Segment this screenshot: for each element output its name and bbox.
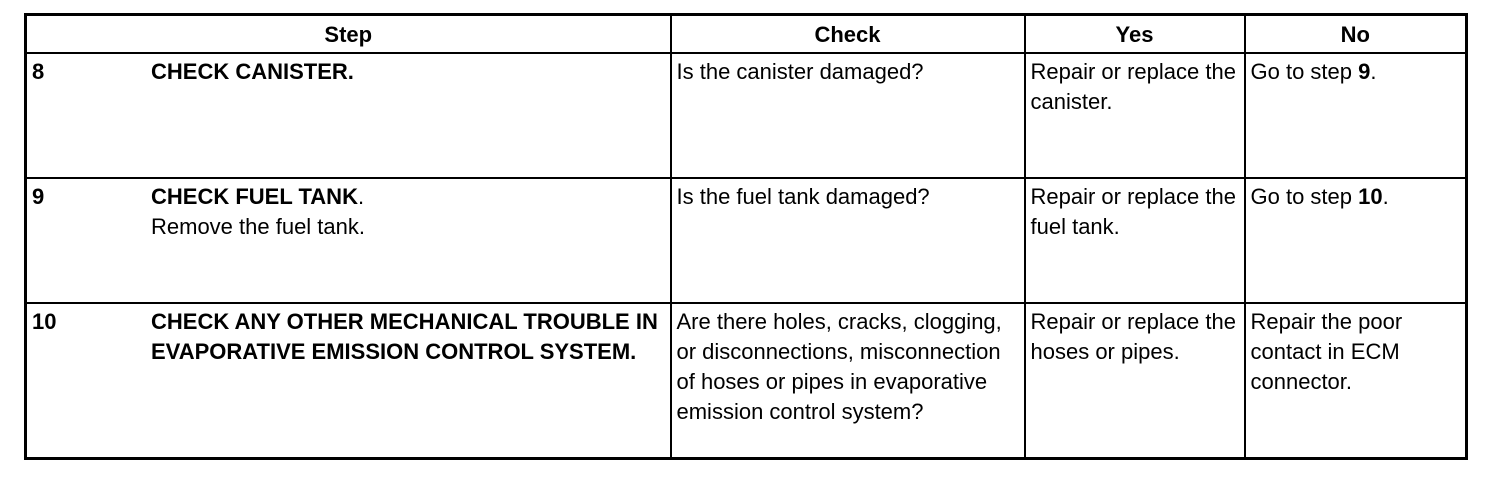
- check-cell: Is the fuel tank damaged?: [671, 178, 1025, 303]
- step-reference: 9: [1358, 59, 1371, 84]
- no-cell: [1245, 53, 1467, 178]
- no-suffix: .: [1370, 59, 1377, 84]
- header-yes: Yes: [1025, 15, 1245, 54]
- step-body: [151, 307, 661, 367]
- step-number: 9: [32, 184, 45, 209]
- step-title-end: .: [357, 184, 365, 209]
- table-row: [26, 303, 1467, 459]
- step-title: CHECK CANISTER.: [151, 59, 354, 84]
- step-body: [151, 182, 661, 242]
- header-row: [26, 15, 1467, 54]
- yes-cell: Repair or replace the hoses or pipes.: [1025, 303, 1245, 459]
- table-row: [26, 53, 1467, 178]
- table-row: [26, 178, 1467, 303]
- step-cell: [26, 178, 671, 303]
- check-cell: Is the canister damaged?: [671, 53, 1025, 178]
- step-body: [151, 57, 661, 87]
- step-title: CHECK ANY OTHER MECHANICAL TROUBLE IN EVAPORATIVE EMISSION CONTROL SYSTEM.: [151, 309, 658, 364]
- yes-cell: Repair or replace the fuel tank.: [1025, 178, 1245, 303]
- step-cell: [26, 53, 671, 178]
- no-suffix: .: [1382, 184, 1389, 209]
- step-number: 10: [32, 309, 57, 334]
- no-text: Go to step: [1250, 184, 1359, 209]
- step-title: CHECK FUEL TANK: [151, 184, 358, 209]
- step-detail: Remove the fuel tank.: [151, 214, 366, 239]
- header-step: Step: [26, 15, 671, 54]
- no-text: Go to step: [1250, 59, 1359, 84]
- yes-cell: Repair or replace the canister.: [1025, 53, 1245, 178]
- check-cell: Are there holes, cracks, clogging, or disconnections, misconnection of hoses or pipes in evaporative emission control system?: [671, 303, 1025, 459]
- no-cell: Repair the poor contact in ECM connector.: [1245, 303, 1467, 459]
- header-check: Check: [671, 15, 1025, 54]
- step-number: 8: [32, 59, 45, 84]
- no-cell: [1245, 178, 1467, 303]
- step-reference: 10: [1358, 184, 1383, 209]
- diagnostic-table: [24, 13, 1468, 460]
- step-cell: [26, 303, 671, 459]
- header-no: No: [1245, 15, 1467, 54]
